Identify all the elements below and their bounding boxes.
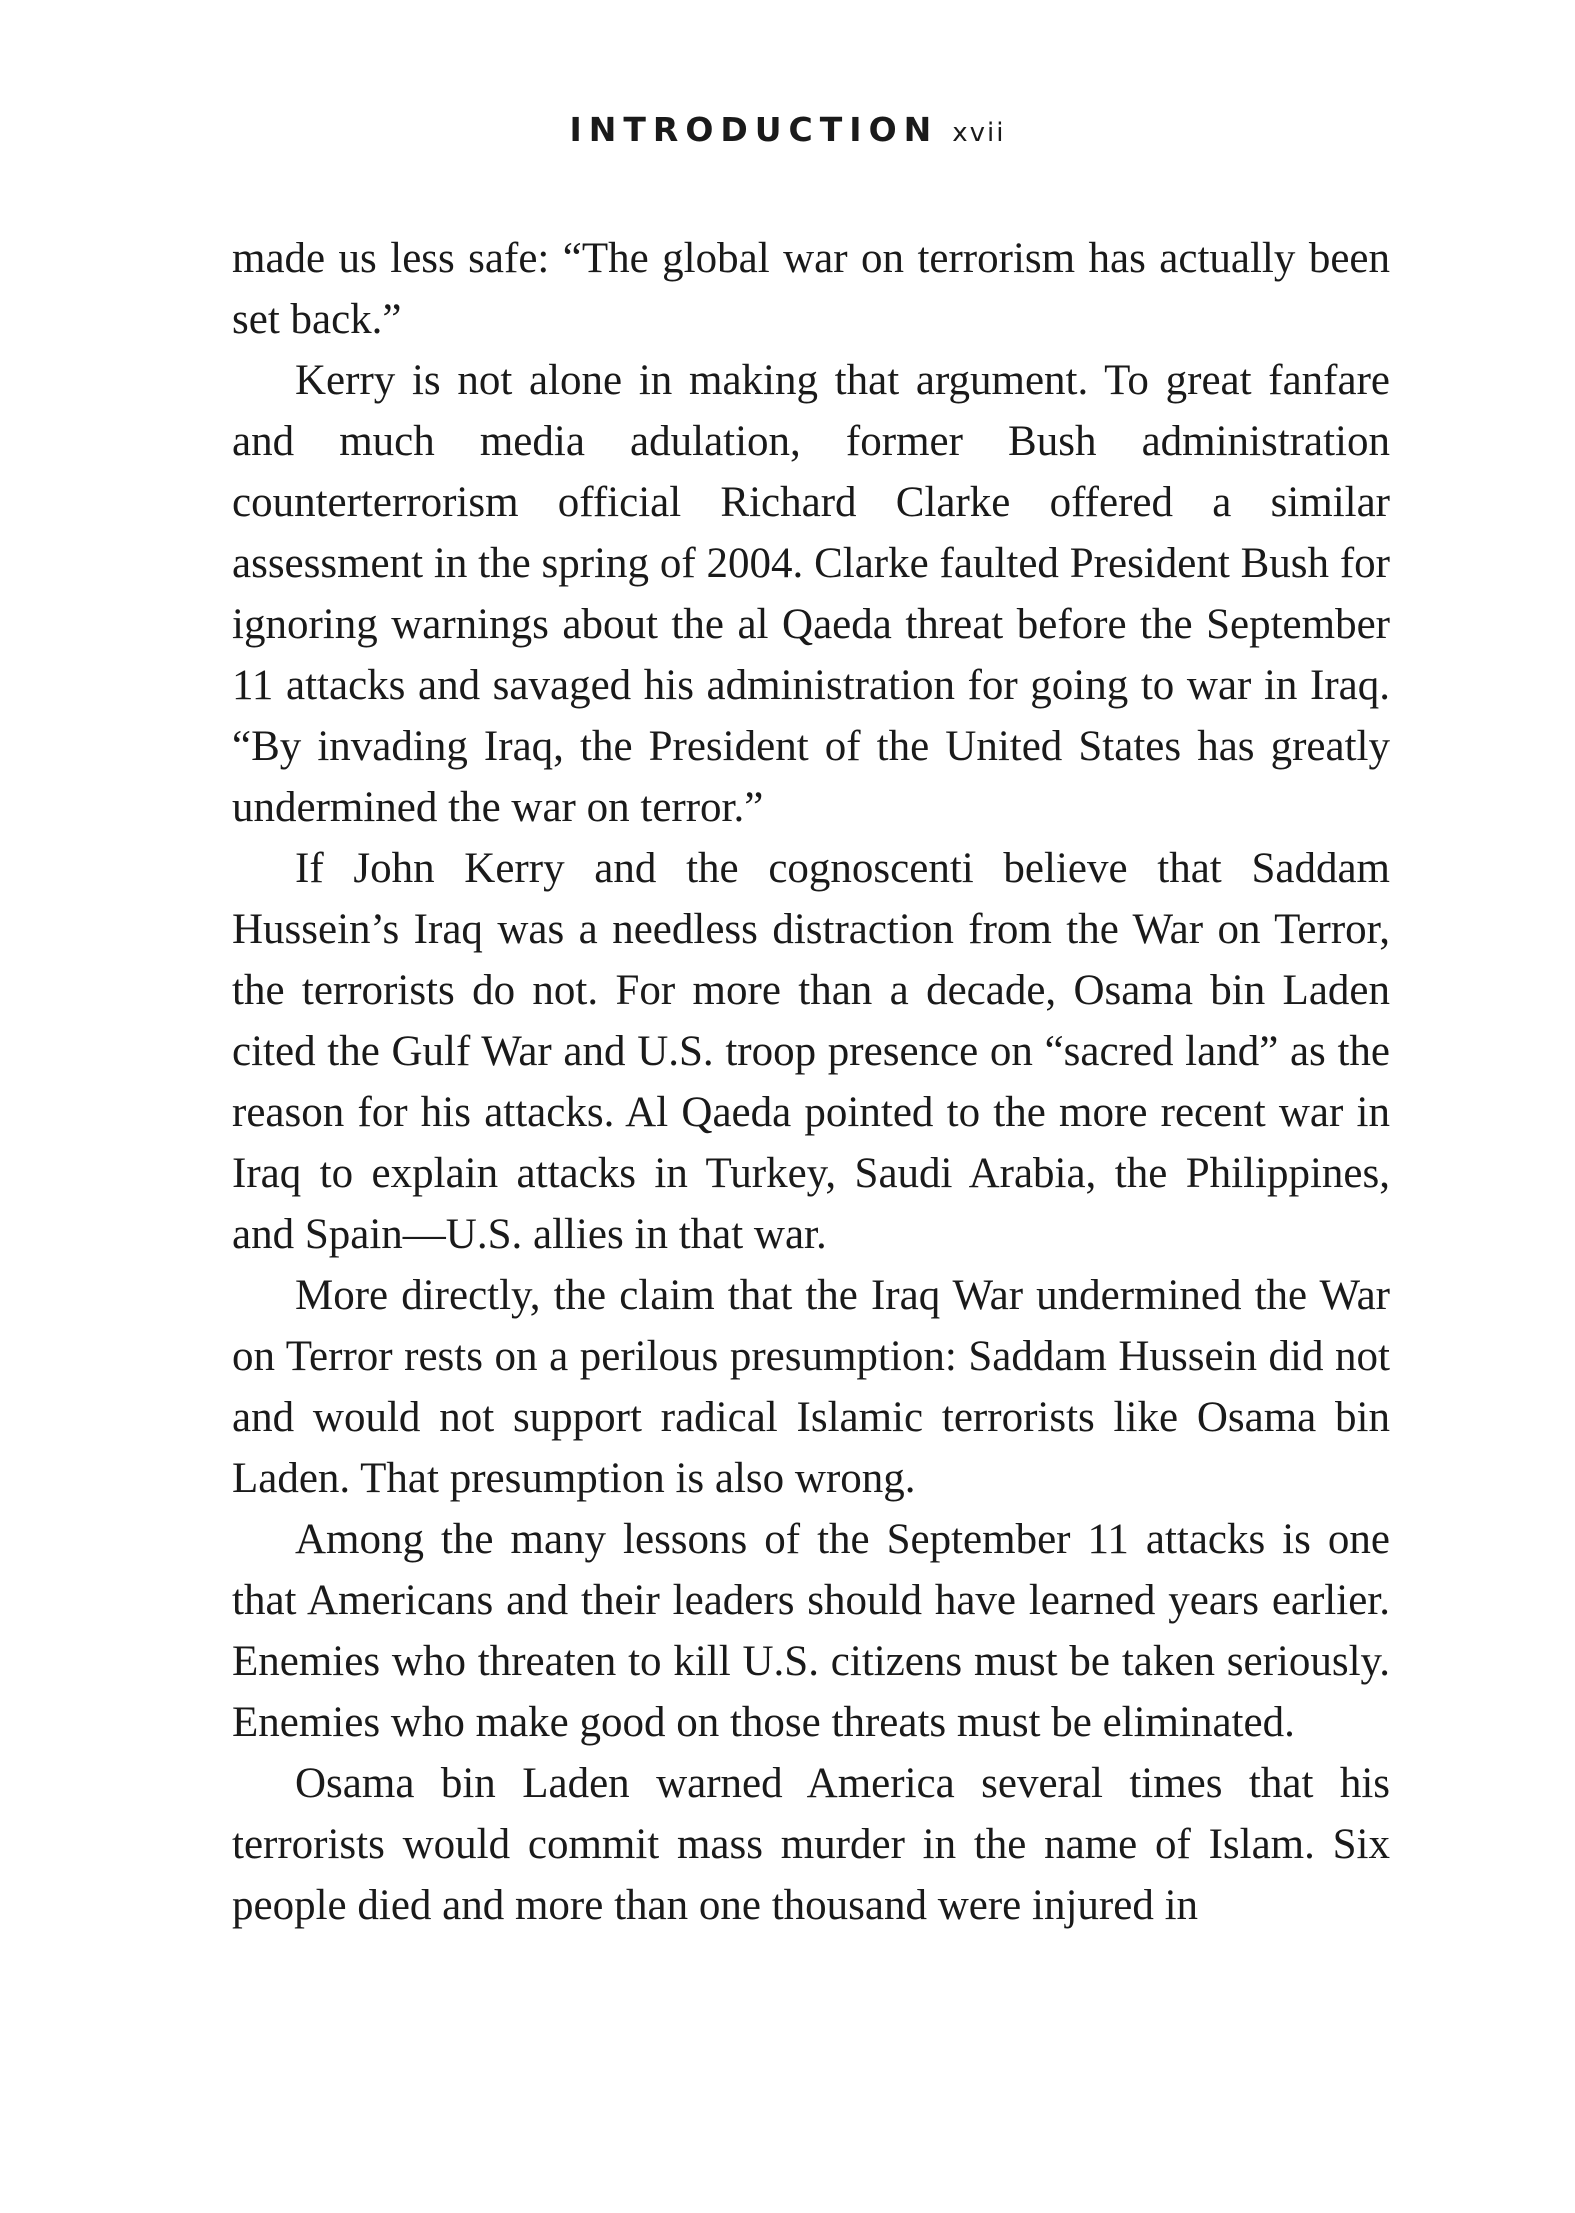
paragraph: Kerry is not alone in making that argument. To great fanfare and much media adulation, former Bush administration counterterrorism official Richard Clarke offered a similar assessment in the spring of 2004. Clarke faulted President Bush for ignoring warnings about the al Qaeda threat before the September 11 attacks and savaged his administration for going to war in Iraq. “By invading Iraq, the President of the United States has greatly undermined the war on terror.” [232, 357, 1390, 831]
paragraph: Osama bin Laden warned America several times that his terrorists would commit mass murder in the name of Islam. Six people died and more than one thousand were injured in [232, 1760, 1390, 1929]
paragraph: More directly, the claim that the Iraq War undermined the War on Terror rests on a perilous presumption: Saddam Hussein did not and would not support radical Islamic terrorists like Osama bin Laden. That presumption is also wrong. [232, 1272, 1390, 1502]
body-text [232, 228, 1390, 1936]
page-number: xvii [952, 118, 1006, 148]
paragraph-continued: made us less safe: “The global war on terrorism has actually been set back.” [232, 235, 1390, 343]
paragraph: Among the many lessons of the September 11 attacks is one that Americans and their leaders should have learned years earlier. Enemies who threaten to kill U.S. citizens must be taken seriously. Enemies who make good on those threats must be eliminated. [232, 1516, 1390, 1746]
running-head [0, 110, 1575, 149]
section-title: INTRODUCTION [569, 110, 939, 149]
paragraph: If John Kerry and the cognoscenti believe that Saddam Hussein’s Iraq was a needless distraction from the War on Terror, the terrorists do not. For more than a decade, Osama bin Laden cited the Gulf War and U.S. troop presence on “sacred land” as the reason for his attacks. Al Qaeda pointed to the more recent war in Iraq to explain attacks in Turkey, Saudi Arabia, the Philippines, and Spain—U.S. allies in that war. [232, 845, 1390, 1258]
